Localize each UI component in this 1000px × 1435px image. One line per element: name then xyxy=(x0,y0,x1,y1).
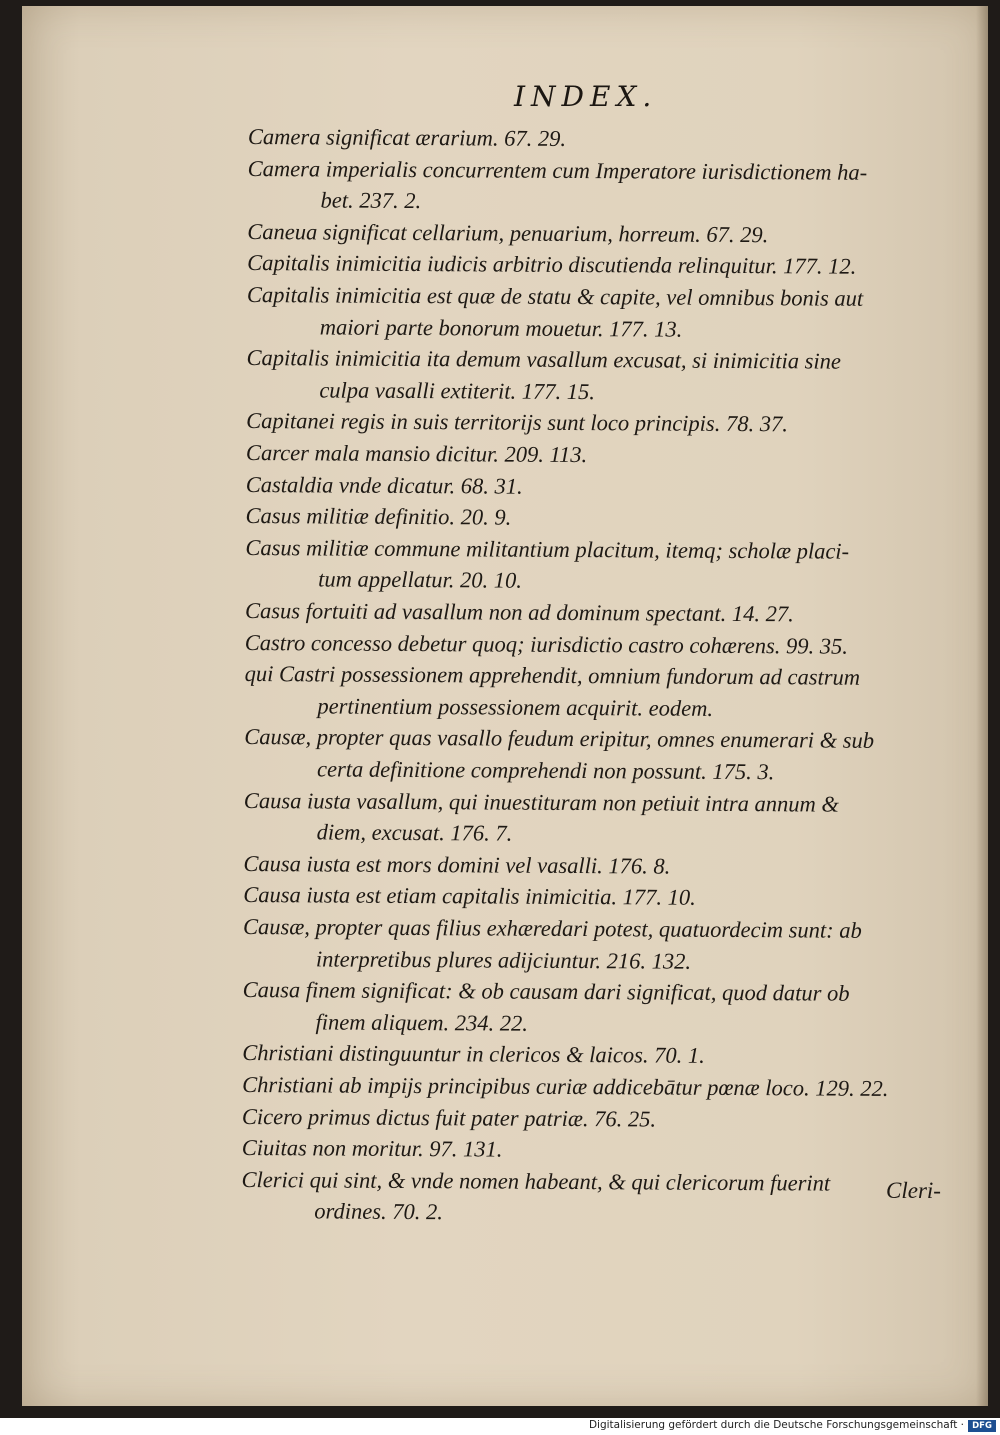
index-entry: Christiani ab impijs principibus curiæ addicebātur pœnæ loco. 129. 22. xyxy=(242,1071,889,1101)
footer-credit: Digitalisierung gefördert durch die Deutsche Forschungsgemeinschaft · xyxy=(588,1419,964,1431)
index-entry: Causa iusta est mors domini vel vasalli. 176. 8. xyxy=(243,850,671,879)
index-entry: Ciuitas non moritur. 97. 131. xyxy=(241,1135,503,1162)
index-entry: qui Castri possessionem apprehendit, omnium fundorum ad castrum xyxy=(244,661,861,690)
index-entry: Casus fortuiti ad vasallum non ad dominum spectant. 14. 27. xyxy=(244,597,794,627)
page-edge-shadow xyxy=(976,6,988,1406)
index-entry: Carcer mala mansio dicitur. 209. 113. xyxy=(245,439,588,468)
index-entry-continuation: pertinentium possessionem acquirit. eodem. xyxy=(317,693,714,721)
index-entry: Casus militiæ definitio. 20. 9. xyxy=(245,503,512,530)
running-header: INDEX. xyxy=(514,80,658,113)
index-entry: Causæ, propter quas vasallo feudum eripitur, omnes enumerari & sub xyxy=(244,724,875,754)
catchword: Cleri- xyxy=(886,1178,941,1203)
index-entry-continuation: ordines. 70. 2. xyxy=(314,1198,443,1225)
index-entry-continuation: diem, excusat. 176. 7. xyxy=(316,819,513,846)
index-entry: Christiani distinguuntur in clericos & laicos. 70. 1. xyxy=(242,1040,705,1069)
index-entry: Casus militiæ commune militantium placitum, itemq; scholæ placi- xyxy=(245,534,850,564)
index-entry: Caneua significat cellarium, penuarium, horreum. 67. 29. xyxy=(247,218,769,247)
index-entry-continuation: bet. 237. 2. xyxy=(320,187,422,214)
index-entry-continuation: interpretibus plures adijciuntur. 216. 132. xyxy=(315,946,692,974)
index-entry-continuation: tum appellatur. 20. 10. xyxy=(318,566,523,594)
footer-bar xyxy=(0,1418,1000,1435)
index-entry: Camera imperialis concurrentem cum Imperatore iurisdictionem ha- xyxy=(247,155,868,185)
index-entry: Camera significat ærarium. 67. 29. xyxy=(247,123,567,151)
index-entry: Causæ, propter quas filius exhæredari potest, quatuordecim sunt: ab xyxy=(243,913,862,943)
index-entry: Clerici qui sint, & vnde nomen habeant, & qui clericorum fuerint xyxy=(241,1166,831,1196)
index-entry: Castro concesso debetur quoq; iurisdictio castro cohærens. 99. 35. xyxy=(244,629,848,659)
index-entry: Causa iusta est etiam capitalis inimicitia. 177. 10. xyxy=(243,882,696,911)
index-entry: Capitalis inimicitia iudicis arbitrio discutienda relinquitur. 177. 12. xyxy=(247,250,857,280)
index-entry: Capitanei regis in suis territorijs sunt loco principis. 78. 37. xyxy=(246,408,788,437)
index-entry-continuation: finem aliquem. 234. 22. xyxy=(315,1009,529,1036)
index-entry: Capitalis inimicitia est quæ de statu & capite, vel omnibus bonis aut xyxy=(246,281,864,311)
index-entry: Capitalis inimicitia ita demum vasallum excusat, si inimicitia sine xyxy=(246,345,841,374)
index-entry: Causa iusta vasallum, qui inuestituram non petiuit intra annum & xyxy=(243,787,839,817)
index-entry: Castaldia vnde dicatur. 68. 31. xyxy=(245,471,523,499)
dfg-logo: DFG xyxy=(968,1420,996,1432)
index-entry-continuation: maiori parte bonorum mouetur. 177. 13. xyxy=(319,314,683,342)
index-entry: Causa finem significat: & ob causam dari significat, quod datur ob xyxy=(242,977,850,1006)
index-entry: Cicero primus dictus fuit pater patriæ. 76. 25. xyxy=(241,1103,657,1132)
index-entry-continuation: certa definitione comprehendi non possunt. 175. 3. xyxy=(316,756,775,785)
index-entry-continuation: culpa vasalli extiterit. 177. 15. xyxy=(319,377,596,404)
